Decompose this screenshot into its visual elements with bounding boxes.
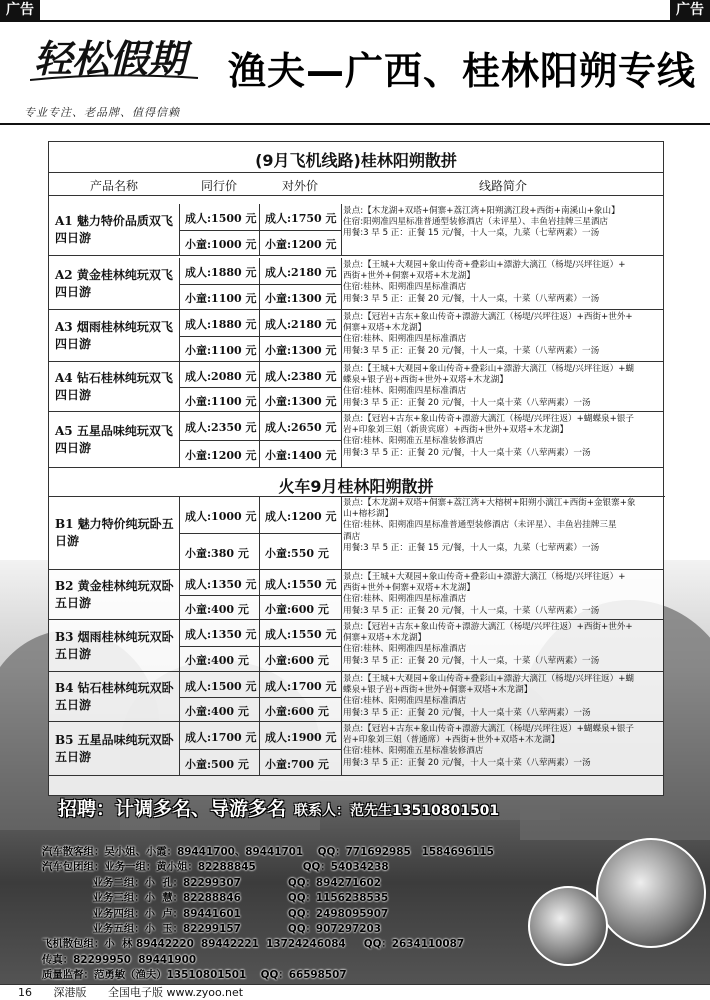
adult-peer-price: 成人:1350 元 xyxy=(185,577,257,591)
contact-line: 质量监督：范勇敏（渔夫）13510801501 QQ：66598507 xyxy=(42,969,347,982)
col-divider-3 xyxy=(341,310,342,362)
adult-public-price: 成人:1550 元 xyxy=(265,628,337,641)
col-divider-3 xyxy=(341,496,342,570)
route-price-table xyxy=(48,141,664,796)
contact-line: 飞机散包组：小 林 89442220 89442221 13724246084 QQ：2634110087 xyxy=(42,938,465,951)
price-divider xyxy=(179,440,341,441)
price-divider xyxy=(179,697,341,698)
col-divider-1 xyxy=(179,496,180,570)
table-row xyxy=(49,204,663,256)
adult-peer-price: 成人:1880 元 xyxy=(185,266,257,279)
cave-photo-small xyxy=(528,886,608,966)
section-title: (9月飞机线路)桂林阳朔散拼 xyxy=(49,148,663,178)
table-header xyxy=(49,172,663,196)
col-divider-1 xyxy=(179,722,180,776)
col-divider-2 xyxy=(259,570,260,620)
price-divider xyxy=(179,284,341,285)
route-intro xyxy=(343,364,663,409)
adult-peer-price: 成人:1880 元 xyxy=(185,318,257,331)
page-number: 16 xyxy=(18,986,32,999)
child-peer-price: 小童:1100 元 xyxy=(185,344,257,357)
header-public-price: 对外价 xyxy=(281,179,318,193)
col-divider-2 xyxy=(259,310,260,362)
adult-peer-price: 成人:1000 元 xyxy=(185,509,257,523)
adult-public-price: 成人:1200 元 xyxy=(265,509,337,523)
child-peer-price: 小童:400 元 xyxy=(185,602,249,616)
route-line: 住宿:桂林、阳朔准四星标准酒店 xyxy=(343,386,467,397)
route-line: 住宿:阳朔准四星标准普通型装修酒店（未评星）、丰鱼岩挂牌三星酒店 xyxy=(343,217,609,228)
route-intro xyxy=(343,206,663,240)
table-row xyxy=(49,722,663,776)
product-name: B3 烟雨桂林纯玩双卧五日游 xyxy=(55,630,174,661)
col-divider-2 xyxy=(259,362,260,412)
contact-list xyxy=(42,845,494,984)
route-line: 住宿:桂林、阳朔准四星标准酒店 xyxy=(343,644,467,655)
adult-peer-price: 成人:1350 元 xyxy=(185,628,257,641)
table-row xyxy=(49,496,663,570)
product-name: A5 五星品味纯玩双飞四日游 xyxy=(55,424,173,455)
col-divider-3 xyxy=(341,258,342,310)
col-divider-1 xyxy=(179,310,180,362)
price-divider xyxy=(179,336,341,337)
route-intro xyxy=(343,674,663,719)
top-rule xyxy=(0,20,710,22)
price-divider xyxy=(179,595,341,596)
col-divider-1 xyxy=(179,672,180,722)
col-divider-1 xyxy=(179,412,180,468)
col-divider-1 xyxy=(179,570,180,620)
contact-line: 汽车散客组：吴小姐、小霞：89441700、89441701 QQ：771692985 1584696115 xyxy=(42,846,494,858)
product-name: B4 钻石桂林纯玩双卧五日游 xyxy=(55,681,174,712)
child-peer-price: 小童:500 元 xyxy=(185,757,249,771)
adult-public-price: 成人:1700 元 xyxy=(265,679,337,693)
adult-peer-price: 成人:1500 元 xyxy=(185,212,257,225)
route-line: 用餐:3 早 5 正：正餐 15 元/餐，十人一桌，九菜（七荤两素）一汤 xyxy=(343,542,600,553)
route-line: 景点:【木龙湖+双塔+侗寨+荔江湾+大榕树+阳朔小漓江+西街+金银寨+象 xyxy=(343,498,636,508)
product-name: A3 烟雨桂林纯玩双飞四日游 xyxy=(55,320,173,351)
contact-line: 业务三组：小 慧：82288846 QQ：1156238535 xyxy=(42,892,389,905)
price-divider xyxy=(179,533,341,534)
table-row xyxy=(49,620,663,672)
child-peer-price: 小童:1000 元 xyxy=(185,238,257,251)
col-divider-2 xyxy=(259,672,260,722)
table-row xyxy=(49,258,663,310)
product-name: B2 黄金桂林纯玩双卧五日游 xyxy=(55,579,174,610)
ad-tag-right: 广告 xyxy=(670,0,710,20)
route-line: 景点:【王城+大观园+象山传奇+叠彩山+漂游大漓江（杨堤/兴坪往返）+蝴 xyxy=(343,674,635,684)
route-intro xyxy=(343,260,663,305)
route-line: 住宿:桂林、阳朔准四星标准酒店 xyxy=(343,334,467,345)
route-line: 酒店 xyxy=(343,531,361,542)
route-line: 景点:【冠岩+古东+象山传奇+漂游大漓江（杨堤/兴坪往返）+西街+世外+ xyxy=(343,312,633,322)
page-footer xyxy=(0,984,710,1000)
child-peer-price: 小童:400 元 xyxy=(185,654,249,667)
adult-public-price: 成人:1900 元 xyxy=(265,730,337,744)
contact-line: 业务四组：小 卢：89441601 QQ：2498095907 xyxy=(42,907,389,920)
adult-public-price: 成人:1550 元 xyxy=(265,577,337,591)
header-route: 线路简介 xyxy=(478,179,527,193)
child-public-price: 小童:1200 元 xyxy=(265,238,337,251)
adult-peer-price: 成人:1700 元 xyxy=(185,730,257,744)
child-public-price: 小童:1300 元 xyxy=(265,394,337,408)
contact-line: 汽车包团组：业务一组：黄小姐：82288845 QQ：54034238 xyxy=(42,861,389,874)
table-row xyxy=(49,412,663,468)
product-name: B5 五星品味纯玩双卧五日游 xyxy=(55,733,174,764)
col-divider-2 xyxy=(259,620,260,672)
price-divider xyxy=(179,646,341,647)
col-divider-3 xyxy=(341,570,342,620)
adult-public-price: 成人:2380 元 xyxy=(265,369,337,383)
route-intro xyxy=(343,498,663,554)
route-line: 侗寨+双塔+木龙湖】 xyxy=(343,633,427,644)
col-divider-3 xyxy=(341,204,342,256)
product-name: B1 魅力特价纯玩卧五日游 xyxy=(55,517,174,548)
col-divider-3 xyxy=(341,412,342,468)
adult-public-price: 成人:2650 元 xyxy=(265,421,337,434)
cave-photo-large xyxy=(596,838,706,948)
child-public-price: 小童:1400 元 xyxy=(265,449,337,462)
route-line: 景点:【冠岩+古东+象山传奇+漂游大漓江（杨堤/兴坪往返）+蝴蝶泉+银子 xyxy=(343,724,635,734)
price-divider xyxy=(179,230,341,231)
header-rule xyxy=(0,123,710,125)
route-line: 景点:【冠岩+古东+象山传奇+漂游大漓江（杨堤/兴坪往返）+蝴蝶泉+银子 xyxy=(343,414,635,424)
recruit-text: 招聘：计调多名、导游多名 xyxy=(58,798,287,820)
route-intro xyxy=(343,724,663,769)
child-peer-price: 小童:380 元 xyxy=(185,546,249,560)
col-divider-3 xyxy=(341,672,342,722)
child-peer-price: 小童:400 元 xyxy=(185,704,249,718)
price-divider xyxy=(179,387,341,388)
route-line: 住宿:桂林、阳朔准四星标准酒店 xyxy=(343,696,467,707)
route-line: 住宿:桂林、阳朔准四星标准酒店 xyxy=(343,594,467,605)
route-intro xyxy=(343,312,663,357)
adult-public-price: 成人:2180 元 xyxy=(265,318,337,331)
route-line: 住宿:桂林、阳朔准五星标准装修酒店 xyxy=(343,436,484,447)
child-public-price: 小童:600 元 xyxy=(265,602,329,616)
table-row xyxy=(49,672,663,722)
adult-peer-price: 成人:2080 元 xyxy=(185,369,257,383)
route-line: 用餐:3 早 5 正：正餐 20 元/餐，十人一桌，十菜（八荤两素）一汤 xyxy=(343,655,600,666)
price-divider xyxy=(179,749,341,750)
route-line: 住宿:桂林、阳朔准四星标准普通型装修酒店（未评星）、丰鱼岩挂牌三星 xyxy=(343,520,617,531)
col-divider-2 xyxy=(259,204,260,256)
route-line: 山+榕杉湖】 xyxy=(343,509,394,520)
col-divider-2 xyxy=(259,496,260,570)
route-line: 景点:【冠岩+古东+象山传奇+漂游大漓江（杨堤/兴坪往返）+西街+世外+ xyxy=(343,622,633,632)
col-divider-3 xyxy=(341,620,342,672)
route-line: 岩+印象刘三姐（新贵宾席）+西街+世外+双塔+木龙湖】 xyxy=(343,425,569,436)
brand-slogan: 专业专注、老品牌、值得信赖 xyxy=(24,106,180,119)
col-divider-1 xyxy=(179,620,180,672)
route-line: 用餐:3 早 5 正：正餐 20 元/餐，十人一桌十菜（八荤两素）一汤 xyxy=(343,757,591,768)
route-line: 用餐:3 早 5 正：正餐 15 元/餐，十人一桌，九菜（七荤两素）一汤 xyxy=(343,228,600,239)
header-product: 产品名称 xyxy=(89,179,138,193)
brand-logo-text: 轻松假期 xyxy=(34,36,187,81)
route-line: 西街+世外+侗寨+双塔+木龙湖】 xyxy=(343,583,475,594)
route-line: 用餐:3 早 5 正：正餐 20 元/餐，十人一桌，十菜（八荤两素）一汤 xyxy=(343,293,600,304)
col-divider-2 xyxy=(259,722,260,776)
col-divider-3 xyxy=(341,722,342,776)
recruit-banner xyxy=(58,794,499,821)
route-line: 用餐:3 早 5 正：正餐 20 元/餐，十人一桌，十菜（八荤两素）一汤 xyxy=(343,345,600,356)
recruit-contact: 联系人：范先生13510801501 xyxy=(294,803,500,819)
route-line: 住宿:桂林、阳朔准四星标准酒店 xyxy=(343,282,467,293)
route-line: 岩+印象刘三姐（普通席）+西街+世外+双塔+木龙湖】 xyxy=(343,735,560,746)
contact-line: 传真：82299950 89441900 xyxy=(42,953,197,966)
adult-peer-price: 成人:1500 元 xyxy=(185,679,257,693)
contact-line: 业务二组：小 孔：82299307 QQ：894271602 xyxy=(42,876,381,889)
route-line: 景点:【王城+大观园+象山传奇+叠彩山+漂游大漓江（杨堤/兴坪往返）+蝴 xyxy=(343,364,635,374)
col-divider-2 xyxy=(259,412,260,468)
table-row xyxy=(49,570,663,620)
header-peer-price: 同行价 xyxy=(200,179,237,193)
table-row xyxy=(49,310,663,362)
child-public-price: 小童:600 元 xyxy=(265,654,329,667)
child-public-price: 小童:1300 元 xyxy=(265,344,337,357)
route-line: 景点:【王城+大观园+象山传奇+叠彩山+漂游大漓江（杨堤/兴坪往返）+ xyxy=(343,572,626,582)
route-line: 蝶泉+银子岩+西街+世外+双塔+木龙湖】 xyxy=(343,375,508,386)
route-line: 侗寨+双塔+木龙湖】 xyxy=(343,323,427,334)
route-line: 景点:【王城+大观园+象山传奇+叠彩山+漂游大漓江（杨堤/兴坪往返）+ xyxy=(343,260,626,270)
col-divider-1 xyxy=(179,258,180,310)
route-intro xyxy=(343,572,663,617)
table-row xyxy=(49,362,663,412)
col-divider-2 xyxy=(259,258,260,310)
col-divider-3 xyxy=(341,362,342,412)
route-line: 用餐:3 早 5 正：正餐 20 元/餐，十人一桌十菜（八荤两素）一汤 xyxy=(343,397,591,408)
route-line: 蝶泉+银子岩+西街+世外+侗寨+双塔+木龙湖】 xyxy=(343,685,533,696)
route-intro xyxy=(343,414,663,459)
adult-public-price: 成人:2180 元 xyxy=(265,266,337,279)
route-intro xyxy=(343,622,663,667)
child-public-price: 小童:700 元 xyxy=(265,757,329,771)
route-line: 景点:【木龙湖+双塔+侗寨+荔江湾+阳朔漓江段+西街+南溪山+象山】 xyxy=(343,206,620,216)
contact-line: 业务五组：小 玉：82299157 QQ：907297203 xyxy=(42,923,381,936)
route-line: 用餐:3 早 5 正：正餐 20 元/餐，十人一桌十菜（八荤两素）一汤 xyxy=(343,707,591,718)
route-line: 西街+世外+侗寨+双塔+木龙湖】 xyxy=(343,271,475,282)
route-line: 用餐:3 早 5 正：正餐 20 元/餐，十人一桌十菜（八荤两素）一汤 xyxy=(343,447,591,458)
brand-logo xyxy=(30,28,200,88)
child-peer-price: 小童:1100 元 xyxy=(185,394,257,408)
child-peer-price: 小童:1200 元 xyxy=(185,449,257,462)
product-name: A1 魅力特价品质双飞四日游 xyxy=(55,214,173,245)
route-line: 用餐:3 早 5 正：正餐 20 元/餐，十人一桌，十菜（八荤两素）一汤 xyxy=(343,605,600,616)
product-name: A4 钻石桂林纯玩双飞四日游 xyxy=(55,371,173,402)
section-title: 火车9月桂林阳朔散拼 xyxy=(49,474,663,502)
child-public-price: 小童:1300 元 xyxy=(265,292,337,305)
child-public-price: 小童:550 元 xyxy=(265,546,329,560)
product-name: A2 黄金桂林纯玩双飞四日游 xyxy=(55,268,173,299)
ad-tag-left: 广告 xyxy=(0,0,40,20)
web-link[interactable]: 全国电子版 www.zyoo.net xyxy=(108,986,244,999)
edition-name: 深港版 xyxy=(53,986,87,999)
col-divider-1 xyxy=(179,204,180,256)
child-peer-price: 小童:1100 元 xyxy=(185,292,257,305)
route-line: 住宿:桂林、阳朔准五星标准装修酒店 xyxy=(343,746,484,757)
adult-public-price: 成人:1750 元 xyxy=(265,212,337,225)
col-divider-1 xyxy=(179,362,180,412)
child-public-price: 小童:600 元 xyxy=(265,704,329,718)
page-title: 渔夫—广西、桂林阳朔专线 xyxy=(228,49,697,93)
adult-peer-price: 成人:2350 元 xyxy=(185,421,257,434)
